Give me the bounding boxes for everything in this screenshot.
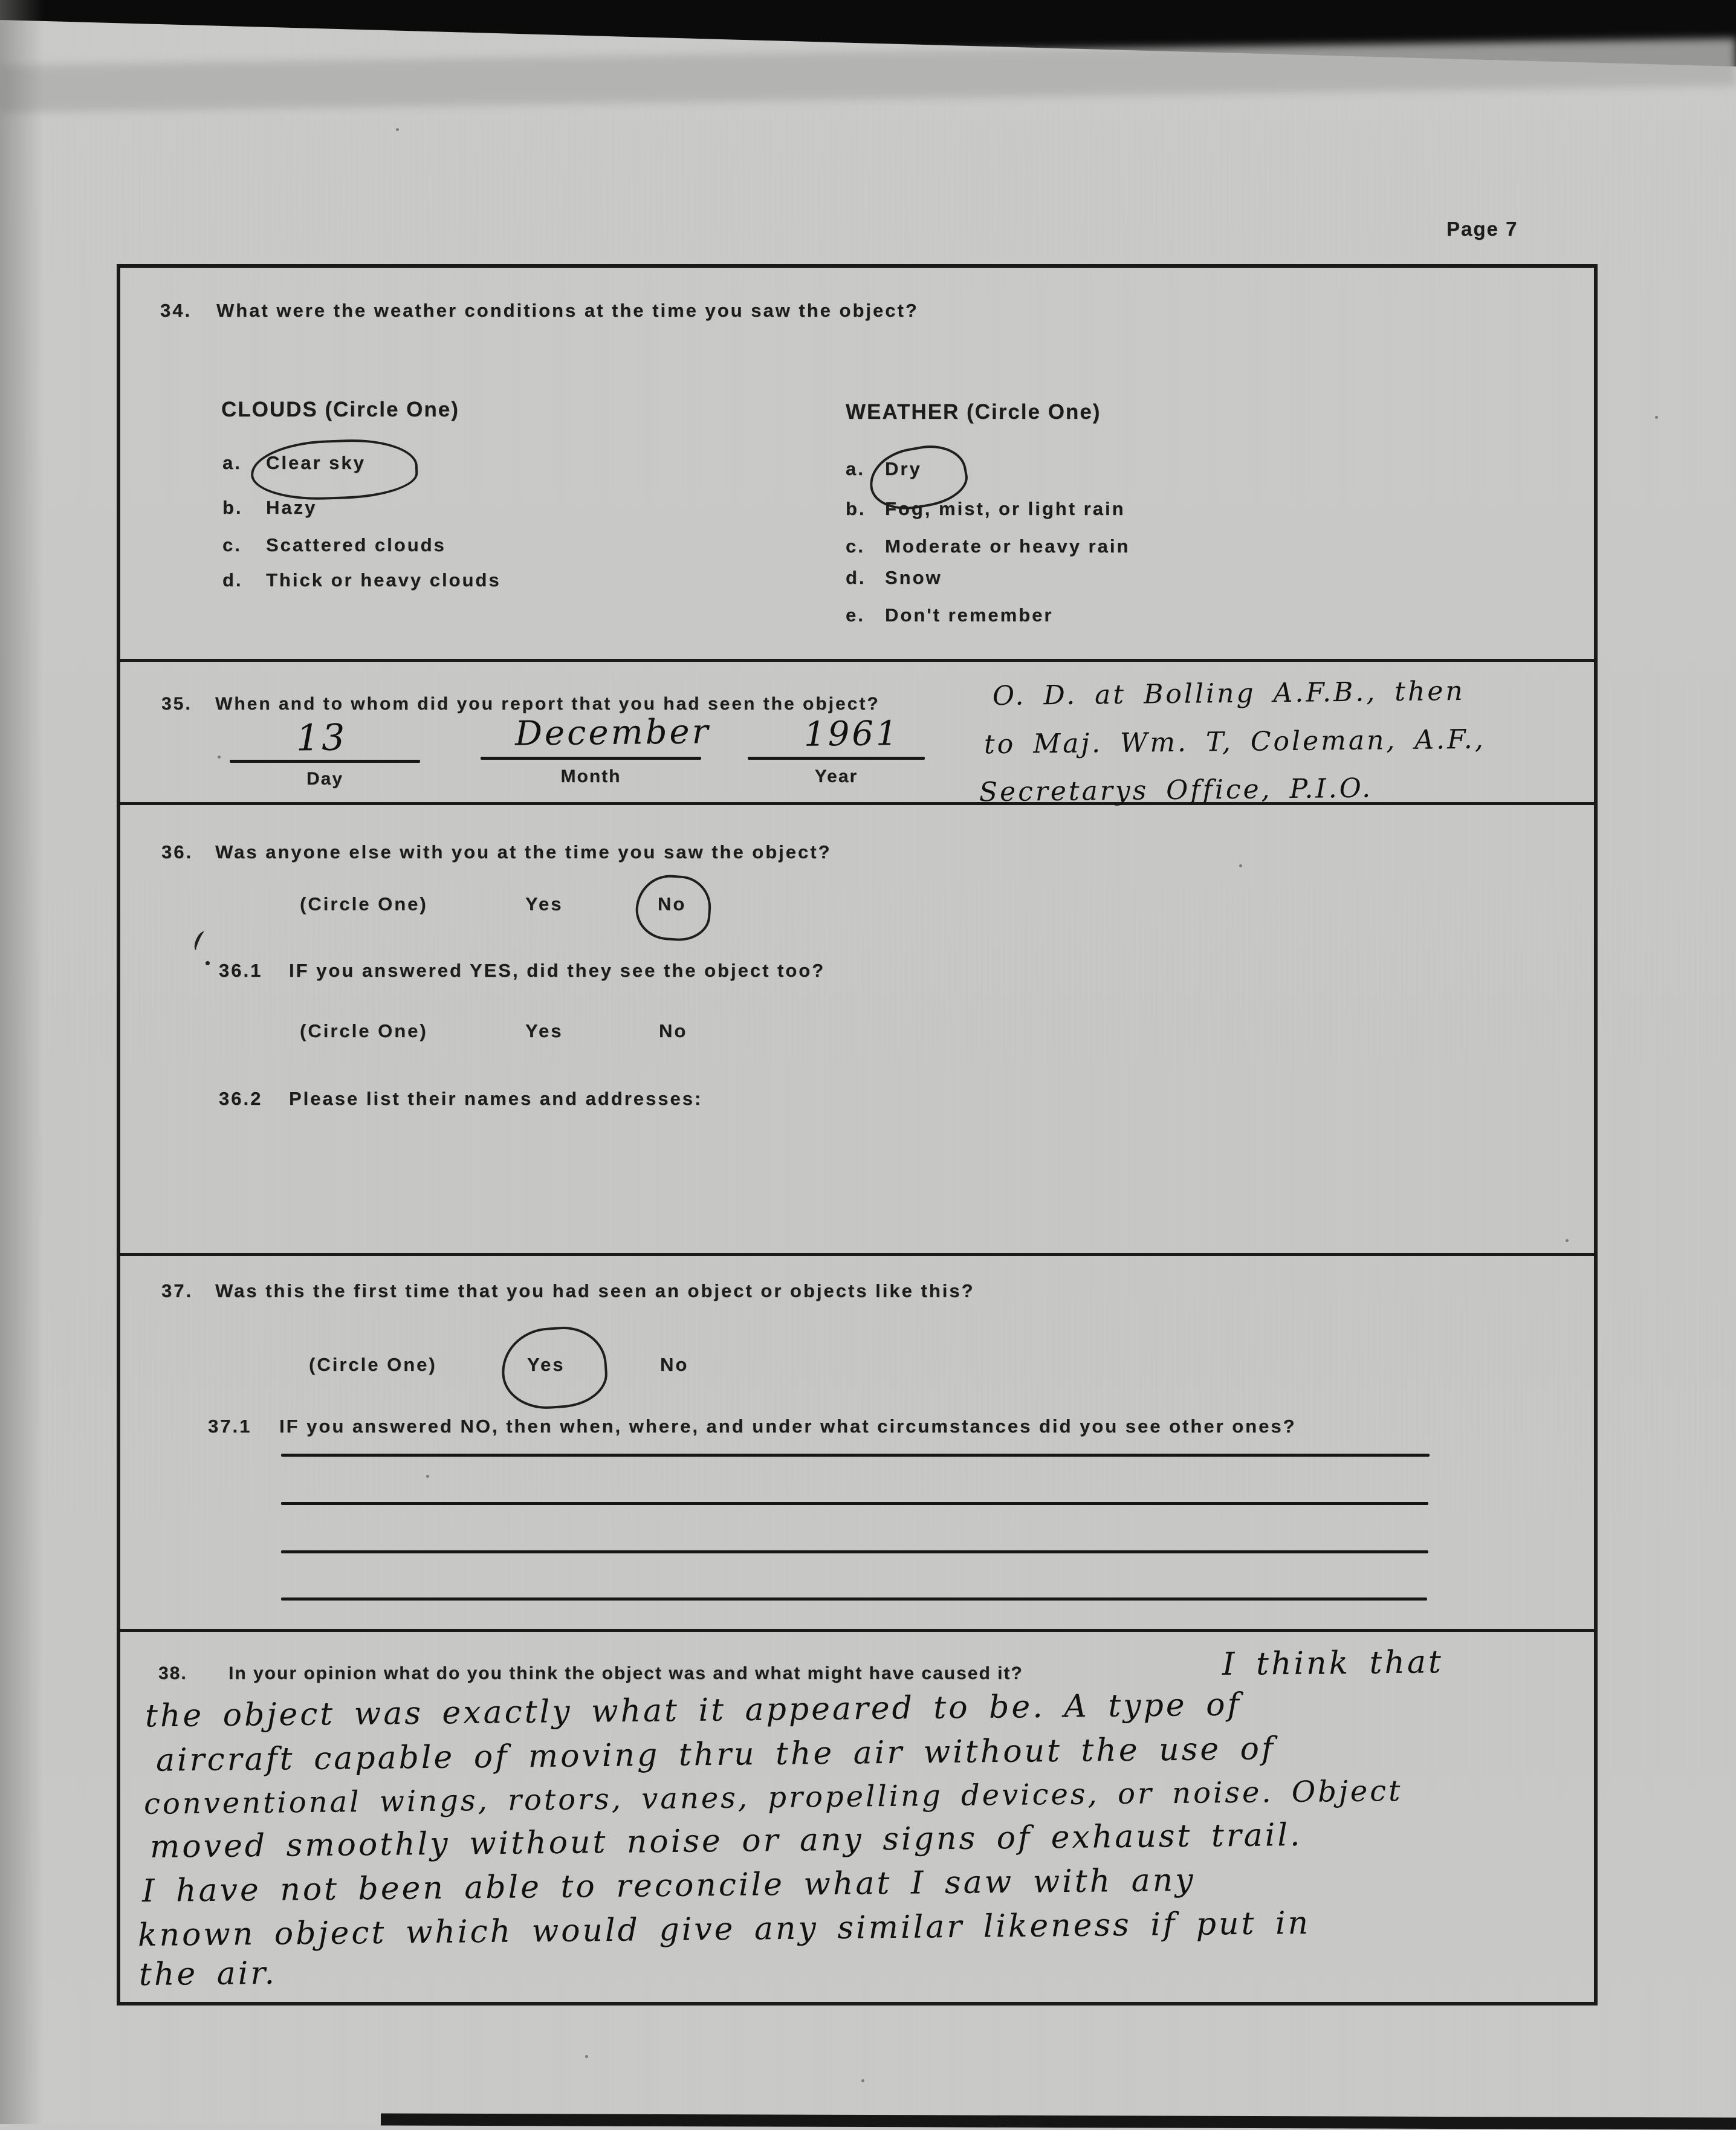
q38-answer-line-5: I have not been able to reconcile what I saw with any — [141, 1862, 1196, 1910]
q36-circle-one-label: (Circle One) — [300, 893, 428, 914]
dust-speck — [585, 2055, 588, 2058]
q34-number: 34. — [160, 300, 192, 321]
dust-speck — [396, 128, 399, 131]
clouds-option-a-label: Clear sky — [266, 452, 366, 473]
day-label: Day — [306, 769, 344, 789]
clouds-option-d-label: Thick or heavy clouds — [266, 569, 501, 591]
q38-answer-line-3: conventional wings, rotors, vanes, propelling devices, or noise. Object — [143, 1774, 1403, 1821]
q36-1-text: IF you answered YES, did they see the object too? — [289, 960, 826, 981]
weather-option-d-label: Snow — [885, 567, 942, 588]
q36-2-number: 36.2 — [219, 1088, 263, 1109]
q37-1-answer-line-3 — [281, 1550, 1428, 1553]
q37-yes-label: Yes — [527, 1354, 565, 1375]
q35-handwritten-line-3: Secretarys Office, P.I.O. — [979, 772, 1373, 808]
section-divider-34-35 — [118, 659, 1596, 662]
page-edge-shadow — [0, 38, 1736, 112]
clouds-option-b-letter: b. — [222, 497, 243, 518]
section-divider-35-36 — [118, 802, 1596, 805]
q37-1-number: 37.1 — [208, 1416, 252, 1437]
q36-1-circle-one-label: (Circle One) — [300, 1020, 428, 1041]
day-underline — [230, 760, 420, 763]
q36-yes-label: Yes — [525, 893, 563, 914]
q38-number: 38. — [158, 1663, 187, 1683]
q35-handwritten-line-1: O. D. at Bolling A.F.B., then — [992, 675, 1465, 712]
month-underline — [481, 757, 701, 760]
weather-option-a-label: Dry — [885, 458, 922, 479]
q37-1-answer-line-2 — [281, 1502, 1428, 1505]
section-divider-36-37 — [118, 1253, 1596, 1256]
q38-answer-line-7: the air. — [138, 1955, 277, 1993]
q35-handwritten-line-2: to Maj. Wm. T, Coleman, A.F., — [983, 723, 1486, 760]
clouds-option-c-label: Scattered clouds — [266, 534, 446, 555]
q37-1-text: IF you answered NO, then when, where, and under what circumstances did you see other ones? — [279, 1416, 1297, 1437]
clouds-option-b-label: Hazy — [266, 497, 317, 518]
q37-number: 37. — [161, 1280, 193, 1301]
q38-answer-line-2: aircraft capable of moving thru the air without the use of — [155, 1730, 1276, 1779]
q36-no-label: No — [658, 893, 687, 914]
q35-month-value-handwritten: December — [514, 712, 711, 754]
q36-1-no-label: No — [659, 1020, 688, 1041]
q35-day-value-handwritten: 13 — [296, 716, 348, 760]
weather-option-b-label: Fog, mist, or light rain — [885, 498, 1125, 519]
weather-option-e-label: Don't remember — [885, 604, 1054, 626]
weather-option-c-label: Moderate or heavy rain — [885, 536, 1130, 557]
scanner-bottom-edge — [381, 2113, 1736, 2129]
q35-text: When and to whom did you report that you had seen the object? — [215, 694, 880, 714]
weather-option-c-letter: c. — [846, 536, 865, 557]
q36-2-text: Please list their names and addresses: — [289, 1088, 703, 1109]
dust-speck — [1655, 416, 1658, 419]
q38-answer-line-6: known object which would give any similar likeness if put in — [137, 1905, 1311, 1954]
q38-answer-line-1: the object was exactly what it appeared to be. A type of — [144, 1686, 1242, 1735]
weather-option-e-letter: e. — [846, 604, 865, 626]
year-underline — [748, 757, 925, 760]
page-left-edge-shading — [0, 0, 44, 2124]
q38-answer-line-4: moved smoothly without noise or any signs of exhaust trail. — [149, 1817, 1303, 1865]
q38-answer-inline: I think that — [1222, 1644, 1444, 1683]
q37-1-answer-line-1 — [281, 1454, 1430, 1457]
month-label: Month — [560, 766, 621, 786]
page-number-label: Page 7 — [1446, 218, 1518, 240]
weather-option-a-letter: a. — [846, 458, 865, 479]
clouds-option-c-letter: c. — [222, 534, 242, 555]
q35-year-value-handwritten: 1961 — [803, 714, 900, 754]
weather-option-d-letter: d. — [846, 567, 866, 588]
q36-1-number: 36.1 — [219, 960, 263, 981]
section-divider-37-38 — [118, 1629, 1596, 1632]
q36-text: Was anyone else with you at the time you saw the object? — [215, 841, 832, 863]
q35-number: 35. — [161, 694, 192, 714]
q36-number: 36. — [161, 841, 193, 863]
clouds-option-a-letter: a. — [222, 452, 242, 473]
q38-text: In your opinion what do you think the object was and what might have caused it? — [228, 1663, 1023, 1683]
q37-circle-one-label: (Circle One) — [309, 1354, 437, 1375]
q37-text: Was this the first time that you had seen an object or objects like this? — [215, 1280, 975, 1301]
q36-1-yes-label: Yes — [525, 1020, 563, 1041]
clouds-option-d-letter: d. — [222, 569, 243, 591]
q37-1-answer-line-4 — [281, 1598, 1427, 1601]
clouds-header: CLOUDS (Circle One) — [221, 398, 459, 421]
q34-text: What were the weather conditions at the time you saw the object? — [216, 300, 919, 321]
year-label: Year — [814, 766, 858, 786]
weather-option-b-letter: b. — [846, 498, 866, 519]
dust-speck — [861, 2079, 864, 2082]
pen-dot-mark — [206, 961, 210, 965]
weather-header: WEATHER (Circle One) — [846, 400, 1101, 424]
q37-no-label: No — [660, 1354, 689, 1375]
